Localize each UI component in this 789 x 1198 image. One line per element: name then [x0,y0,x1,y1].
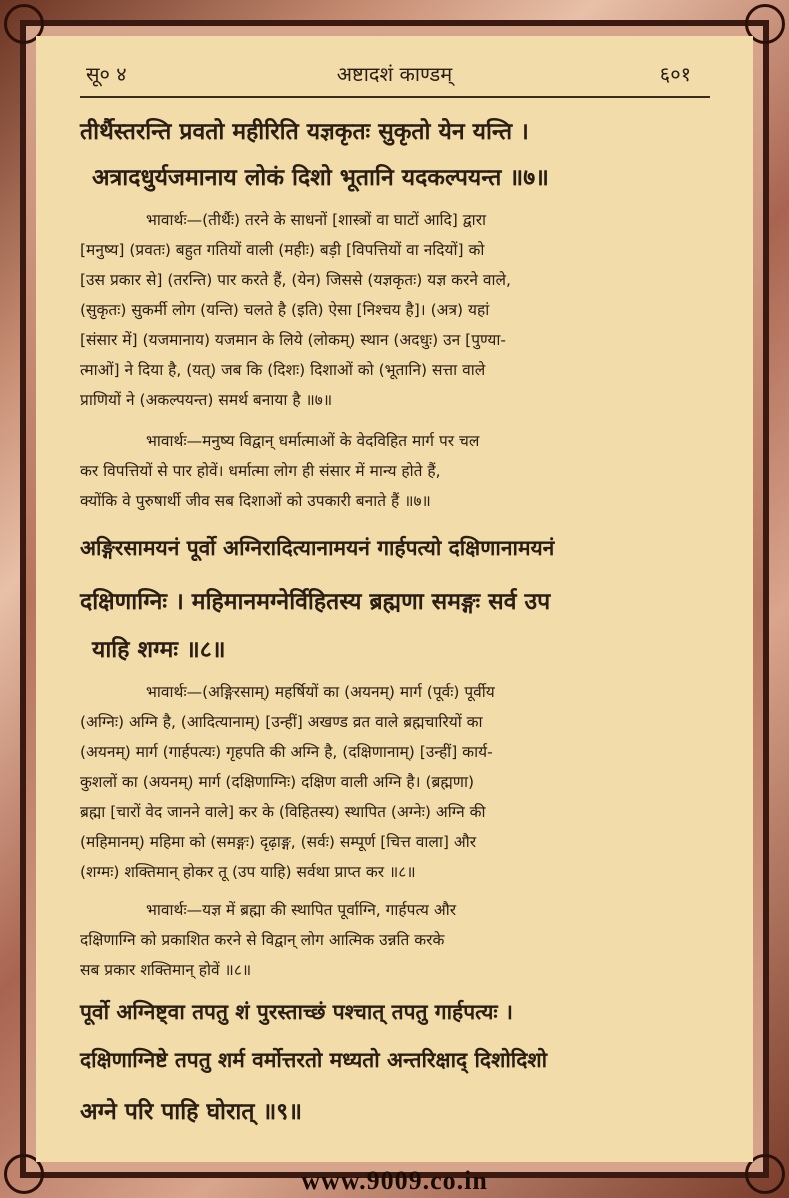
word-meaning-line: [उस प्रकार से] (तरन्ति) पार करते हैं, (येन) जिससे (यज्ञकृतः) यज्ञ करने वाले, [80,271,511,289]
bhavartha-line: क्योंकि वे पुरुषार्थी जीव सब दिशाओं को उपकारी बनाते हैं ॥७॥ [80,492,431,510]
mantra-line: याहि शग्मः ॥८॥ [92,636,226,663]
website-url[interactable]: www.9009.co.in [301,1166,488,1195]
word-meaning-line: (महिमानम्) महिमा को (समङ्गः) दृढ़ाङ्ग, (सर्वः) सम्पूर्ण [चित्त वाला] और [80,833,477,851]
kanda-title: अष्टादशं काण्डम् [336,62,453,86]
page-header [36,50,753,84]
word-meaning-line: [संसार में] (यजमानाय) यजमान के लिये (लोकम्) स्थान (अदधुः) उन [पुण्या- [80,331,506,349]
bhavartha-line: दक्षिणाग्नि को प्रकाशित करने से विद्वान् लोग आत्मिक उन्नति करके [80,931,445,949]
word-meaning-line: ब्रह्मा [चारों वेद जानने वाले] कर के (विहितस्य) स्थापित (अग्नेः) अग्नि की [80,803,486,821]
mantra-line: दक्षिणाग्निष्टे तपतु शर्म वर्मोत्तरतो मध्यतो अन्तरिक्षाद् दिशोदिशो [80,1047,548,1072]
word-meaning-line: भावार्थः—(तीर्थैः) तरने के साधनों [शास्त्रों वा घाटों आदि] द्वारा [146,211,487,229]
mantra-line: पूर्वो अग्निष्ट्वा तपतु शं पुरस्ताच्छं पश्चात् तपतु गार्हपत्यः । [80,999,513,1024]
page-number: ६०१ [659,62,691,86]
mantra-line: अत्रादधुर्यजमानाय लोकं दिशो भूतानि यदकल्पयन्त ॥७॥ [92,164,549,191]
word-meaning-line: (अग्निः) अग्नि है, (आदित्यानाम्) [उन्हीं] अखण्ड व्रत वाले ब्रह्मचारियों का [80,713,483,731]
mantra-line: अग्ने परि पाहि घोरात् ॥९॥ [80,1098,302,1125]
bhavartha-line: कर विपत्तियों से पार होवें। धर्मात्मा लोग ही संसार में मान्य होते हैं, [80,462,441,480]
bhavartha-line: सब प्रकार शक्तिमान् होवें ॥८॥ [80,961,252,979]
word-meaning-line: (सुकृतः) सुकर्मी लोग (यन्ति) चलते है (इति) ऐसा [निश्चय है]। (अत्र) यहां [80,301,490,319]
word-meaning-line: (शग्मः) शक्तिमान् होकर तू (उप याहि) सर्वथा प्राप्त कर ॥८॥ [80,863,416,881]
word-meaning-line: त्माओं] ने दिया है, (यत्) जब कि (दिशः) दिशाओं को (भूतानि) सत्ता वाले [80,361,486,379]
bhavartha-line: भावार्थः—मनुष्य विद्वान् धर्मात्माओं के वेदविहित मार्ग पर चल [146,432,480,450]
mantra-line: अङ्गिरसामयनं पूर्वो अग्निरादित्यानामयनं गार्हपत्यो दक्षिणानामयनं [80,535,555,560]
scripture-page [36,36,753,1162]
word-meaning-line: (अयनम्) मार्ग (गार्हपत्यः) गृहपति की अग्नि है, (दक्षिणानाम्) [उन्हीं] कार्य- [80,743,493,761]
bhavartha-line: भावार्थः—यज्ञ में ब्रह्मा की स्थापित पूर्वाग्नि, गार्हपत्य और [146,901,457,919]
word-meaning-line: [मनुष्य] (प्रवतः) बहुत गतियों वाली (महीः) बड़ी [विपत्तियों वा नदियों] को [80,241,485,259]
word-meaning-line: कुशलों का (अयनम्) मार्ग (दक्षिणाग्निः) दक्षिण वाली अग्नि है। (ब्रह्मणा) [80,773,475,791]
word-meaning-line: प्राणियों ने (अकल्पयन्त) समर्थ बनाया है ॥७॥ [80,391,333,409]
word-meaning-line: भावार्थः—(अङ्गिरसाम्) महर्षियों का (अयनम्) मार्ग (पूर्वः) पूर्वीय [146,683,495,701]
mantra-line: दक्षिणाग्निः । महिमानमग्नेर्विहितस्य ब्रह्मणा समङ्गः सर्व उप [80,588,551,615]
sukta-number: सू० ४ [86,62,127,86]
mantra-line: तीर्थैस्तरन्ति प्रवतो महीरिति यज्ञकृतः सुकृतो येन यन्ति । [80,118,529,145]
header-rule [80,96,710,98]
